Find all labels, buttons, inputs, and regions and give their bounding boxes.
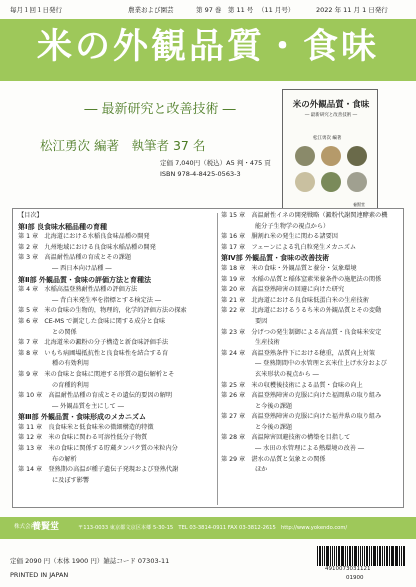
- barcode-bar: [347, 546, 348, 566]
- barcode-bar: [391, 546, 394, 566]
- toc-entry: 第 10 章 高温耐性品種の育成とその遺伝的要因の解明: [18, 392, 173, 400]
- barcode-bar: [364, 546, 365, 566]
- barcode-bar: [386, 546, 388, 566]
- toc-entry: 第 2 章 九州地域における良食味水稲品種の開発: [18, 243, 156, 251]
- barcode-bar: [319, 546, 321, 566]
- barcode-bar: [396, 546, 398, 566]
- toc-entry: と今後の課題: [255, 423, 293, 431]
- toc-entry: ― 外観品質を主にして ―: [52, 402, 124, 410]
- cover-title: 米の外観品質・食味: [292, 100, 370, 110]
- toc-entry: 第 4 章 水稲高温登熟耐性品種の評価方法: [18, 286, 138, 294]
- toc-entry: 生産技術: [255, 339, 280, 347]
- barcode-bar: [395, 546, 396, 566]
- header-strip: [0, 0, 416, 18]
- barcode-bar: [389, 546, 390, 566]
- barcode-bar: [384, 546, 385, 566]
- table-of-contents: [12, 208, 404, 508]
- toc-entry: 能分子生物学の視点から）: [255, 222, 330, 230]
- rice-photo: [295, 172, 315, 192]
- printed-in: PRINTED IN JAPAN: [10, 571, 69, 579]
- barcode-bar: [317, 546, 318, 566]
- cover-subtitle: ― 最新研究と改善技術 ―: [304, 113, 358, 118]
- toc-entry: 第 28 章 高温障害回避技術の構築を目指して: [221, 434, 351, 442]
- rice-photo: [295, 146, 315, 166]
- toc-entry: 第 8 章 いもち病圃場抵抗性と良食味性を結合する育: [18, 349, 169, 357]
- toc-entry: 第 15 章 高温耐性イネの開発戦略（澱粉代謝関連酵素の機: [221, 212, 388, 219]
- toc-entry: 第 25 章 米の収穫後技術による品質・食味の向上: [221, 381, 363, 389]
- rice-photo: [321, 146, 341, 166]
- toc-entry: 第 16 章 胴割れ米の発生に関わる諸要因: [221, 233, 338, 241]
- barcode-bar: [338, 546, 340, 566]
- book-price: 定価 7,040円（税込）A5 判・475 頁: [160, 159, 271, 167]
- book-subtitle: ― 最新研究と改善技術 ―: [84, 102, 236, 117]
- barcode-bar: [334, 546, 335, 566]
- toc-entry: 第 29 章 湛水の品質と気象との関係: [221, 455, 326, 463]
- toc-entry: 要因: [255, 317, 268, 325]
- toc-entry: 第 3 章 高温耐性品種の育成とその課題: [18, 254, 132, 262]
- toc-entry: 第 1 章 北海道における水稲良食味品種の開発: [18, 233, 150, 241]
- barcode-bar: [336, 546, 337, 566]
- cover-author: 松江勇次 編著: [313, 136, 342, 141]
- author-line: 松江勇次 編著 執筆者 37 名: [40, 138, 206, 153]
- toc-right-column: [221, 211, 413, 476]
- toc-entry: 第 19 章 水稲の品質と稲体窒素栄養条件の施肥法の関係: [221, 275, 382, 283]
- barcode-bar: [360, 546, 361, 566]
- cover-publisher: 養賢堂: [353, 202, 365, 207]
- barcode: [317, 546, 405, 566]
- toc-entry: 第 24 章 高温登熟条件下における穂重，品質向上対策: [221, 349, 376, 357]
- barcode-bar: [349, 546, 351, 566]
- issue-date: 2022 年 11 月 1 日発行: [316, 6, 388, 14]
- toc-entry: 第 26 章 高温登熟障害の克服に向けた福岡県の取り組み: [221, 392, 382, 400]
- barcode-bar: [401, 546, 402, 566]
- barcode-bar: [354, 546, 357, 566]
- toc-entry: 種の有効利用: [52, 360, 90, 368]
- volume-number: 第 97 巻 第 11 号: [196, 6, 254, 14]
- toc-entry: の育種的利用: [52, 381, 90, 389]
- toc-entry: 第 5 章 米の食味の生物的，物理的，化学的評価方法の探索: [18, 307, 187, 315]
- issue-frequency: 毎月１回１日発行: [10, 6, 62, 14]
- publisher-name: 養賢堂: [32, 522, 60, 532]
- barcode-bar: [324, 546, 325, 566]
- journal-name: 農業および園芸: [128, 6, 174, 14]
- toc-entry: 第 9 章 米の食味と食味に関連する形質の遺伝解析とそ: [18, 370, 175, 378]
- toc-entry: 布の解析: [52, 455, 77, 463]
- rice-photo: [321, 172, 341, 192]
- barcode-bar: [352, 546, 353, 566]
- barcode-bar: [369, 546, 370, 566]
- publisher-tag: 株式会社: [14, 524, 37, 530]
- toc-divider: [217, 213, 218, 505]
- toc-entry: 第 17 章 フェーンによる乳白粒発生メカニズム: [221, 243, 357, 251]
- toc-entry: 第 7 章 北海道米の澱粉の分子構造と新食味評価手法: [18, 339, 169, 347]
- barcode-bar: [382, 546, 383, 566]
- isbn: ISBN 978-4-8425-0563-3: [160, 170, 241, 178]
- barcode-bar: [377, 546, 378, 566]
- barcode-bar: [366, 546, 368, 566]
- barcode-bar: [399, 546, 400, 566]
- barcode-bar: [371, 546, 372, 566]
- rice-photo: [347, 172, 367, 192]
- toc-entry: 第 20 章 高温登熟障害の回避に向けた研究: [221, 286, 345, 294]
- barcode-bar: [379, 546, 381, 566]
- toc-entry: 第 27 章 高温登熟障害の克服に向けた福井県の取り組み: [221, 413, 382, 421]
- toc-entry: 第 13 章 米の食味に関係する貯蔵タンパク質の米粒内分: [18, 445, 178, 453]
- barcode-bar: [341, 546, 344, 566]
- toc-entry: 玄米形状の視点から ―: [255, 370, 319, 378]
- toc-entry: ほか: [255, 466, 268, 474]
- barcode-bar: [326, 546, 329, 566]
- toc-entry: 第 22 章 北海道におけるうるち米の外観品質とその変動: [221, 307, 382, 315]
- barcode-suffix: 01900: [346, 575, 364, 581]
- barcode-bar: [362, 546, 364, 566]
- toc-entry: と今後の課題: [255, 402, 293, 410]
- toc-entry: 第 14 章 登熟期の高温が種子遺伝子発現および登熟代謝: [18, 466, 179, 474]
- toc-entry: 第 12 章 米の食味に関わる可溶性低分子物質: [18, 434, 148, 442]
- issue-month: （11 月号）: [258, 6, 295, 14]
- barcode-bar: [358, 546, 359, 566]
- barcode-bar: [322, 546, 323, 566]
- toc-entry: ― 水田の水管理による熱環境の改善 ―: [255, 445, 365, 453]
- book-cover-image: [282, 89, 378, 211]
- toc-part-heading: 第Ⅳ部 外観品質・食味の改善技術: [221, 254, 330, 263]
- toc-entry: との関係: [52, 328, 77, 336]
- toc-part-heading: 第Ⅲ部 外観品質・食味形成のメカニズム: [18, 413, 147, 422]
- rice-photo: [347, 146, 367, 166]
- barcode-number: 4910073031121: [325, 566, 371, 572]
- barcode-bar: [332, 546, 334, 566]
- toc-entry: 第 23 章 分げつの発生制御による高品質・良食味米安定: [221, 328, 382, 336]
- toc-entry: 第 18 章 米の食味・外観品質と養分・気象環境: [221, 264, 357, 272]
- toc-part-heading: 第Ⅰ部 良食味水稲品種の育種: [18, 222, 108, 231]
- barcode-bar: [330, 546, 331, 566]
- toc-heading: 【目次】: [18, 212, 43, 219]
- toc-entry: 第 6 章 CE-MS で測定した食味に関する成分と食味: [18, 317, 166, 325]
- toc-part-heading: 第Ⅱ部 外観品質・食味の評価方法と育種法: [18, 275, 152, 284]
- barcode-bar: [373, 546, 376, 566]
- toc-entry: ― 背白米発生率を指標とする検定法 ―: [52, 296, 162, 304]
- publisher-address: 〒113-0033 東京都文京区本郷 5-30-15 TEL 03-3814-0911 FAX 03-3812-2615 http://www.yokendo.com/: [78, 525, 348, 531]
- toc-entry: に及ぼす影響: [52, 476, 90, 484]
- toc-left-column: [18, 211, 210, 486]
- magazine-price: 定価 2090 円（本体 1900 円）雑誌コード 07303-11: [10, 557, 170, 565]
- toc-entry: 第 11 章 良食味米と低食味米の微細構造的特徴: [18, 423, 154, 431]
- barcode-bar: [345, 546, 346, 566]
- toc-entry: ― 登熟期間中の水管理と玄米仕上げ水分および: [255, 360, 387, 368]
- toc-entry: 第 21 章 北海道における良食味低蛋白米の生産技術: [221, 296, 369, 304]
- book-title: 米の外観品質・食味: [36, 27, 379, 67]
- barcode-bar: [403, 546, 405, 566]
- toc-entry: ― 西日本向け品種 ―: [52, 264, 112, 272]
